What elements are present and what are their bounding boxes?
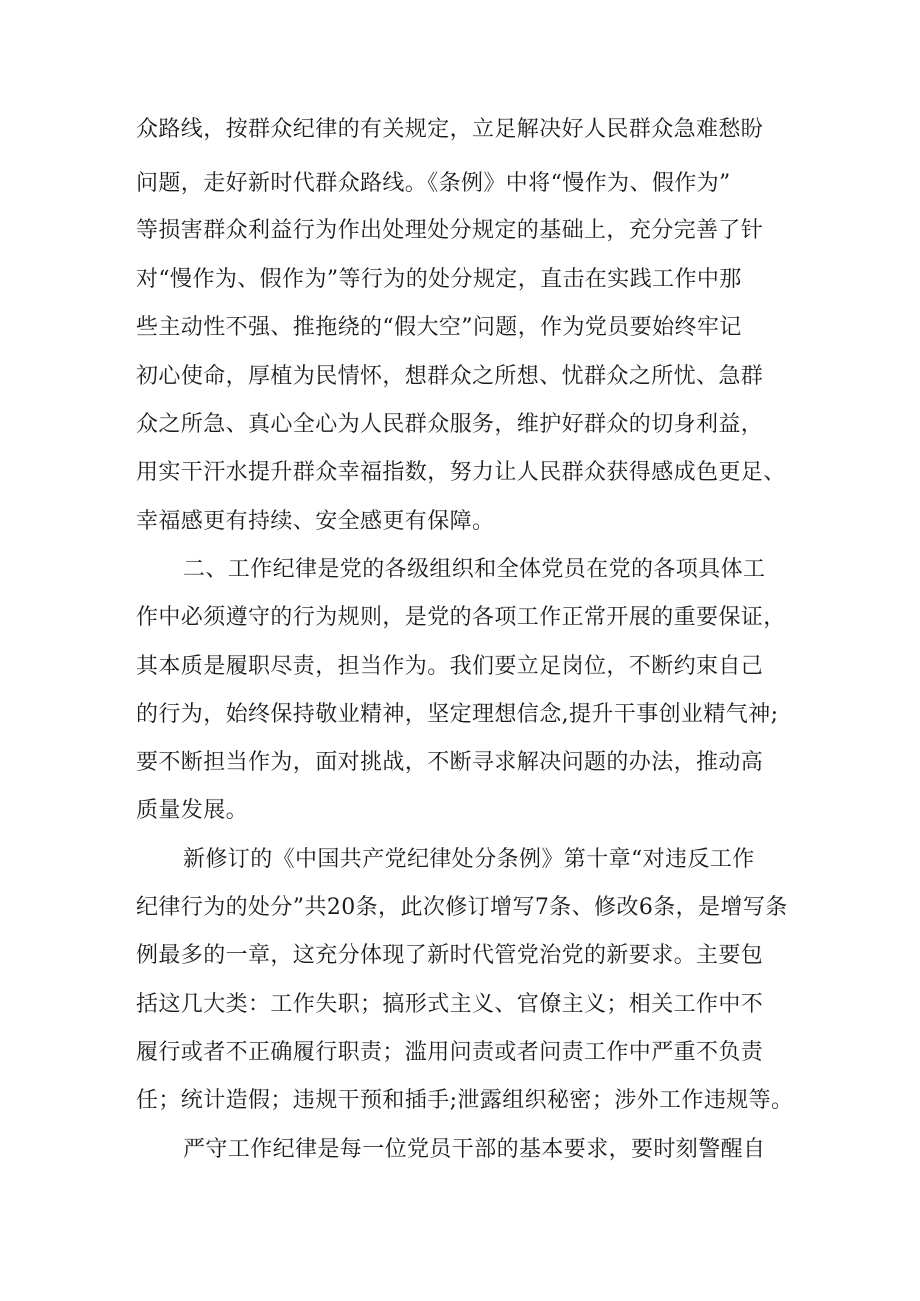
- text-line: 任；统计造假；违规干预和插手;泄露组织秘密；涉外工作违规等。: [136, 1088, 794, 1113]
- text-line: 对“慢作为、假作为”等行为的处分规定，直击在实践工作中那: [136, 267, 742, 292]
- text-line: 等损害群众利益行为作出处理处分规定的基础上，充分完善了针: [136, 218, 764, 243]
- text-line: 众之所急、真心全心为人民群众服务，维护好群众的切身利益，: [136, 412, 764, 437]
- text-line: 质量发展。: [136, 798, 249, 823]
- text-line: 作中必须遵守的行为规则，是党的各项工作正常开展的重要保证，: [136, 605, 786, 630]
- paragraph-first-line: 严守工作纪律是每一位党员干部的基本要求，要时刻警醒自: [183, 1137, 766, 1162]
- text-line: 幸福感更有持续、安全感更有保障。: [136, 509, 495, 534]
- text-line: 初心使命，厚植为民情怀，想群众之所想、忧群众之所忧、急群: [136, 364, 764, 389]
- text-line: 些主动性不强、推拖绕的“假大空”问题，作为党员要始终牢记: [136, 315, 742, 340]
- text-line: 用实干汗水提升群众幸福指数，努力让人民群众获得感成色更足、: [136, 460, 786, 485]
- text-line: 其本质是履职尽责，担当作为。我们要立足岗位，不断约束自己: [136, 654, 764, 679]
- text-line: 例最多的一章，这充分体现了新时代管党治党的新要求。主要包: [136, 943, 764, 968]
- text-line: 的行为，始终保持敬业精神，坚定理想信念,提升干事创业精气神;: [136, 702, 779, 727]
- paragraph-first-line: 新修订的《中国共产党纪律处分条例》第十章“对违反工作: [183, 847, 755, 872]
- text-line: 问题，走好新时代群众路线。《条例》中将“慢作为、假作为”: [136, 171, 731, 196]
- text-line: 众路线，按群众纪律的有关规定，立足解决好人民群众急难愁盼: [136, 117, 764, 142]
- text-line: 括这几大类：工作失职；搞形式主义、官僚主义；相关工作中不: [136, 992, 764, 1017]
- paragraph-heading-line: 二、工作纪律是党的各级组织和全体党员在党的各项具体工: [183, 557, 766, 582]
- text-line: 纪律行为的处分”共20条，此次修订增写7条、修改6条，是增写条: [136, 895, 788, 920]
- text-line: 履行或者不正确履行职责；滥用问责或者问责工作中严重不负责: [136, 1040, 764, 1065]
- text-line: 要不断担当作为，面对挑战，不断寻求解决问题的办法，推动高: [136, 750, 764, 775]
